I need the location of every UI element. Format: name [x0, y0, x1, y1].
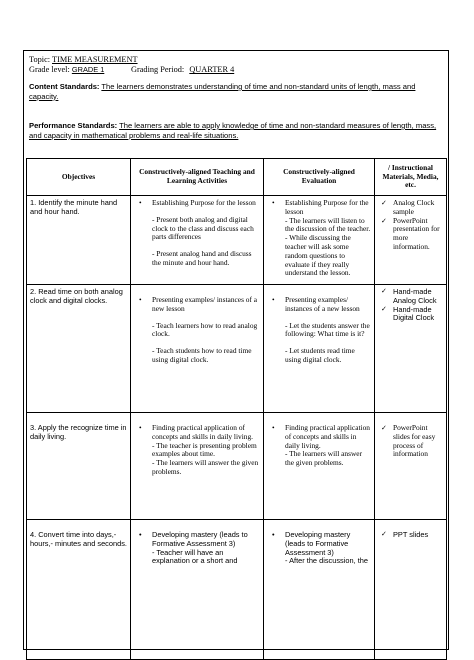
activities-cell [131, 285, 264, 413]
content-standards-text: The learners demonstrates understanding of time and non-standard units of length, mass and capacity. [29, 82, 416, 101]
materials-cell [375, 413, 447, 520]
objective-cell: 1. Identify the minute hand and hour hand. [27, 196, 131, 285]
topic-label: Topic: [29, 55, 51, 64]
list-item: • Presenting examples/ instances of a new lesson [272, 295, 360, 313]
activity-line: - Teach learners how to read analog clock. [152, 320, 258, 339]
objective-cell: 3. Apply the recognize time in daily living. [27, 413, 131, 520]
list-item: ✓ Analog Clock sample [381, 198, 435, 216]
header-objectives: Objectives [27, 159, 131, 196]
header-activities: Constructively-aligned Teaching and Learning Activities [131, 159, 264, 196]
performance-standards-text: The learners are able to apply knowledge of time and non-standard measures of length, mass, and capacity in mathematical problems and real-life situations. [29, 121, 437, 140]
check-icon: ✓ [381, 424, 387, 432]
objective-cell: 2. Read time on both analog clock and digital clocks. [27, 285, 131, 413]
evaluation-cell [264, 413, 375, 520]
list-item: ✓ PowerPoint slides for easy process of information [381, 423, 436, 459]
activity-line: - The learners will answer the given problems. [152, 458, 259, 476]
list-item: • Finding practical application of concepts and skills in daily living. [139, 423, 253, 441]
objective-cell: 4. Convert time into days,- hours,- minutes and seconds. [27, 520, 131, 660]
evaluation-cell [264, 520, 375, 660]
evaluation-cell [264, 196, 375, 285]
lesson-plan-table [26, 158, 447, 660]
table-row [27, 196, 447, 285]
header-materials: / Instructional Materials, Media, etc. [375, 159, 447, 196]
check-icon: ✓ [381, 305, 387, 313]
activity-line: - Present both analog and digital clock to the class and discuss each parts differences [152, 214, 254, 242]
list-item: ✓ PowerPoint presentation for more information. [381, 215, 440, 251]
evaluation-line: - Let students read time using digital clock. [285, 346, 355, 364]
evaluation-cell [264, 285, 375, 413]
activities-cell [131, 520, 264, 660]
activity-line: - Teacher will have an explanation or a short and [152, 547, 238, 566]
content-standards [29, 82, 439, 101]
activities-cell [131, 413, 264, 520]
table-row [27, 520, 447, 660]
bullet-icon: • [139, 530, 142, 539]
period-line [131, 65, 234, 75]
list-item: • Establishing Purpose for the lesson [272, 198, 369, 216]
list-item: ✓ Hand-made Digital Clock [381, 304, 435, 323]
evaluation-line: - Let the students answer the following: What time is it? [285, 320, 370, 339]
performance-standards-label: Performance Standards: [29, 121, 118, 130]
check-icon: ✓ [381, 199, 387, 207]
bullet-icon: • [139, 295, 142, 304]
grade-value: GRADE 1 [71, 65, 105, 74]
list-item: • Developing mastery (leads to Formative Assessment 3) [272, 530, 351, 557]
period-value: QUARTER 4 [189, 65, 235, 74]
activity-line: - Present analog hand and discuss the minute and hour hand. [152, 249, 252, 267]
list-item: • Establishing Purpose for the lesson [139, 198, 256, 207]
table-header-row [27, 159, 447, 196]
materials-cell [375, 196, 447, 285]
bullet-icon: • [272, 423, 275, 432]
content-standards-label: Content Standards: [29, 82, 100, 91]
activity-line: - Teach students how to read time using digital clock. [152, 346, 252, 364]
bullet-icon: • [272, 198, 275, 207]
materials-cell [375, 285, 447, 413]
period-label: Grading Period: [131, 65, 185, 74]
performance-standards [29, 121, 439, 140]
evaluation-line: - The learners will answer the given problems. [285, 449, 363, 468]
table-row [27, 413, 447, 520]
bullet-icon: • [272, 530, 275, 539]
bullet-icon: • [139, 423, 142, 432]
topic-value: TIME MEASUREMENT [52, 55, 138, 64]
grade-line [29, 65, 104, 75]
evaluation-line: - While discussing the teacher will ask some random questions to evaluate if they really understand the lesson. [285, 233, 351, 278]
list-item: • Developing mastery (leads to Formative Assessment 3) [139, 530, 248, 548]
list-item: • Presenting examples/ instances of a new lesson [139, 295, 258, 313]
bullet-icon: • [139, 198, 142, 207]
check-icon: ✓ [381, 531, 387, 538]
grade-label: Grade level: [29, 65, 70, 74]
activities-cell [131, 196, 264, 285]
evaluation-line: - The learners will listen to the discussion of the teacher. [285, 215, 371, 234]
topic-line [29, 55, 138, 65]
list-item: • Finding practical application of concepts and skills in daily living. [272, 423, 370, 450]
evaluation-line: - After the discussion, the [285, 556, 368, 566]
header-evaluation: Constructively-aligned Evaluation [264, 159, 375, 196]
table-row [27, 285, 447, 413]
list-item: ✓ PPT slides [381, 530, 429, 539]
activity-line: - The teacher is presenting problem examples about time. [152, 440, 257, 459]
list-item: ✓ Hand-made Analog Clock [381, 287, 437, 305]
materials-cell [375, 520, 447, 660]
check-icon: ✓ [381, 288, 387, 295]
bullet-icon: • [272, 295, 275, 304]
check-icon: ✓ [381, 216, 387, 225]
